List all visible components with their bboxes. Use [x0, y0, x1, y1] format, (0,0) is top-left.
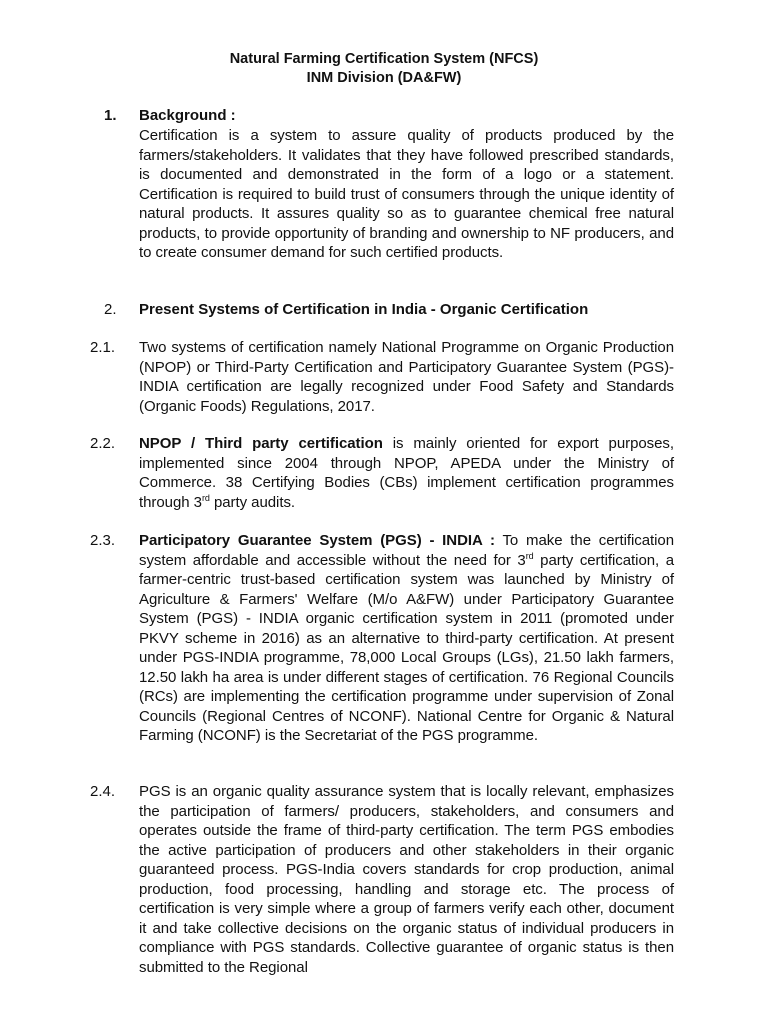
section-2-3-body-b: party certification, a farmer-centric trust-based certification system was launched by Ministry of Agriculture & Farmers' Welfare (M/o A&FW) under Participatory Guarantee System (PGS) - INDIA organic certification system in 2011 (promoted under PKVY scheme in 2016) as an alternative to third-party certification. At present under PGS-INDIA programme, 78,000 Local Groups (LGs), 21.50 lakh farmers, 12.50 lakh ha area is under different stages of certification. 76 Regional Councils (RCs) are implementing the certification programme under supervision of Zonal Councils (Regional Centres of NCONF). National Centre for Organic & Natural Farming (NCONF) is the Secretariat of the PGS programme.: [139, 551, 674, 744]
section-2-3-sup: rd: [525, 550, 534, 561]
section-2-2-body-a: is mainly oriented for export purposes, implemented since 2004 through NPOP, APEDA under the Ministry of Commerce. 38 Certifying Bodies (CBs) implement certification programmes through 3: [139, 435, 674, 511]
document-subtitle: INM Division (DA&FW): [306, 70, 462, 86]
section-2-2-lead: NPOP / Third party certification: [139, 435, 383, 452]
section-2-3-text: [139, 531, 674, 746]
section-2-3-number: 2.3.: [90, 532, 116, 549]
section-2-2-text: [139, 434, 674, 512]
section-2-2-number: 2.2.: [90, 435, 116, 452]
section-2-4-number: 2.4.: [90, 783, 116, 800]
section-2-3-body-a: To make the certification system affordable and accessible without the need for 3: [139, 532, 674, 569]
section-2-1-text: Two systems of certification namely National Programme on Organic Production (NPOP) or Third-Party Certification and Participatory Guarantee System (PGS)-INDIA certification are legally recognized under Food Safety and Standards (Organic Foods) Regulations, 2017.: [139, 339, 674, 415]
section-1-heading: Background :: [139, 107, 236, 124]
section-2-2-body-b: party audits.: [209, 493, 296, 511]
section-2-2-sup: rd: [201, 492, 210, 503]
section-1-number: 1.: [104, 107, 117, 124]
section-2-heading: Present Systems of Certification in India - Organic Certification: [139, 301, 589, 318]
document-title: Natural Farming Certification System (NFCS): [229, 51, 539, 67]
section-2-3-lead: Participatory Guarantee System (PGS) - INDIA :: [139, 532, 495, 549]
section-1-text: Certification is a system to assure quality of products produced by the farmers/stakeholders. It validates that they have followed prescribed standards, is documented and demonstrated in the form of a logo or a statement. Certification is required to build trust of consumers through the unique identity of natural products. It assures quality so as to guarantee chemical free natural products, to provide opportunity of branding and ownership to NF producers, and to create consumer demand for such certified products.: [139, 127, 674, 261]
section-2-4-text: PGS is an organic quality assurance system that is locally relevant, emphasizes the participation of farmers/ producers, stakeholders, and consumers and operates outside the frame of third-party certification. The term PGS embodies the active participation of producers and other stakeholders in their organic guaranteed process. PGS-India covers standards for crop production, animal production, food processing, handling and storage etc. The process of certification is very simple where a group of farmers verify each other, document it and take collective decisions on the organic status of individual producers in compliance with PGS standards. Collective guarantee of organic status is then submitted to the Regional: [139, 783, 674, 976]
section-2-number: 2.: [104, 301, 117, 318]
section-2-1-number: 2.1.: [90, 339, 116, 356]
